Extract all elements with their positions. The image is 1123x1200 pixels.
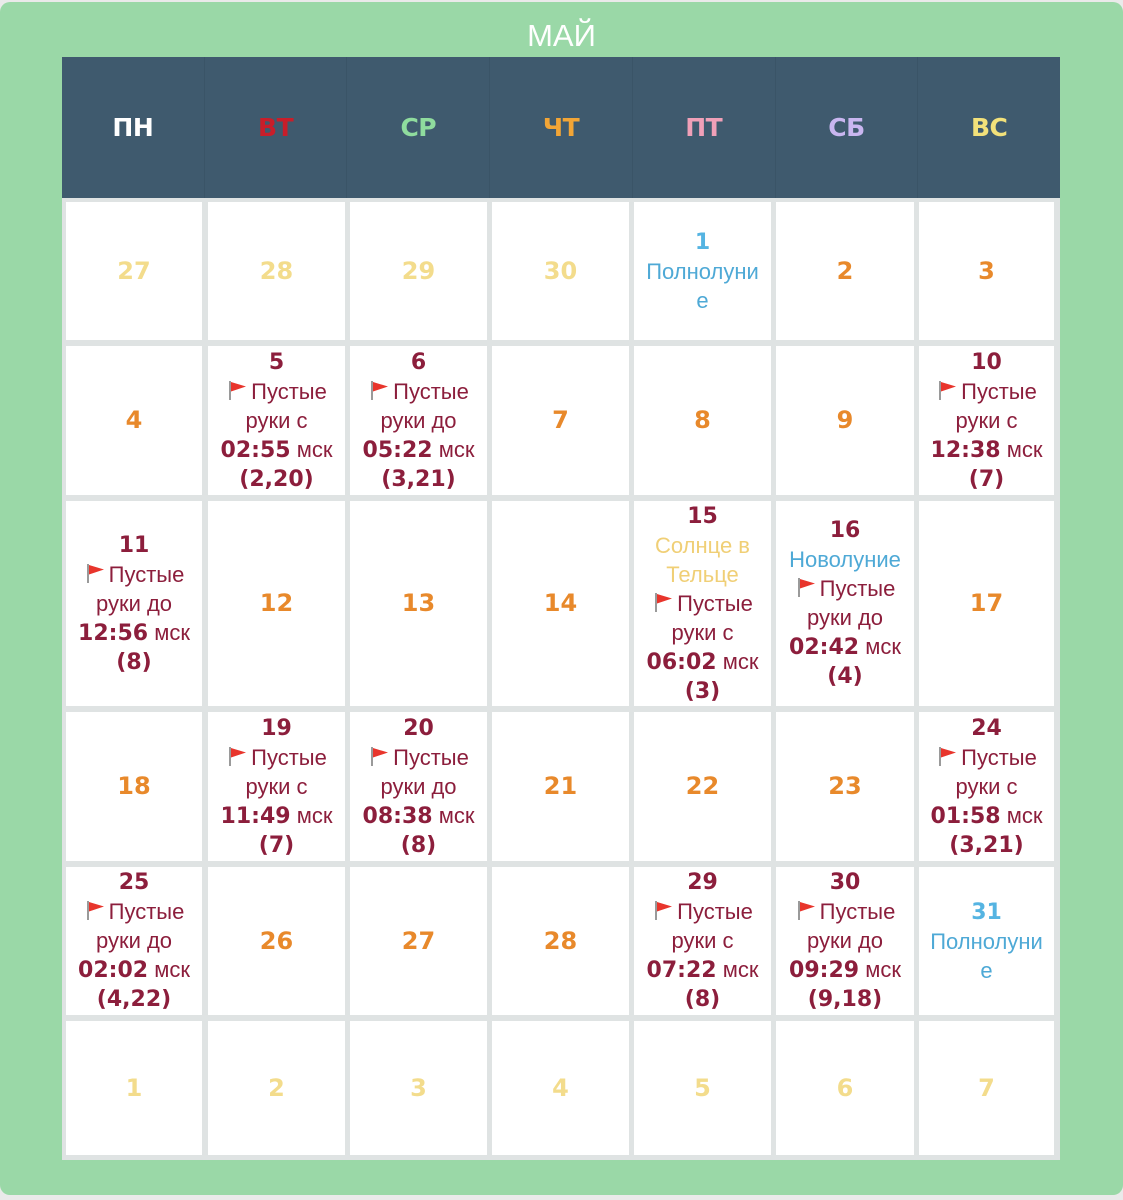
month-title: МАЙ [527, 18, 596, 53]
day-number: 12 [259, 589, 294, 617]
day-number: 25 [118, 870, 150, 895]
event-text: руки до [806, 605, 884, 630]
event-flag-line [84, 897, 185, 926]
event-time: 12:56 [78, 620, 149, 646]
day-cell[interactable] [350, 712, 487, 861]
event-time: 06:02 [646, 649, 717, 675]
day-number: 27 [117, 256, 151, 285]
event-time-line [221, 435, 333, 465]
event-time: 11:49 [220, 803, 291, 829]
day-number: 4 [552, 1073, 569, 1102]
day-cell[interactable] [634, 1021, 771, 1155]
event-flag-line [795, 897, 896, 926]
red-flag-icon [936, 379, 958, 401]
day-number: 4 [125, 406, 143, 434]
event-time-line [363, 435, 475, 465]
day-number: 31 [971, 899, 1002, 925]
event-numbers: (4) [827, 664, 863, 689]
event-label: Пустые [108, 561, 185, 587]
day-cell[interactable] [208, 202, 345, 340]
weekday-4: ЧТ [490, 57, 633, 198]
event-numbers: (8) [116, 649, 152, 675]
calendar-table [62, 57, 1060, 1160]
day-number: 11 [118, 532, 150, 558]
day-number: 14 [543, 589, 578, 617]
event-time-unit: мск [432, 802, 475, 828]
event-time: 02:02 [78, 958, 149, 983]
event-numbers: (7) [968, 466, 1005, 492]
day-number: 19 [261, 715, 292, 741]
day-cell[interactable] [634, 346, 771, 495]
day-cell[interactable] [492, 867, 629, 1015]
red-flag-icon [652, 591, 674, 613]
event-time-unit: мск [716, 648, 759, 674]
event-time-unit: мск [716, 957, 759, 982]
day-number: 26 [259, 926, 294, 955]
day-number: 1 [694, 229, 711, 255]
day-number: 5 [268, 349, 285, 375]
day-cell[interactable] [66, 346, 202, 495]
day-number: 28 [259, 256, 294, 285]
weekday-6: СБ [776, 57, 919, 198]
day-cell[interactable] [776, 346, 914, 495]
day-number: 21 [543, 772, 578, 800]
day-cell[interactable] [208, 501, 345, 706]
day-number: 7 [552, 406, 569, 434]
day-number: 16 [829, 518, 861, 543]
calendar-frame [0, 2, 1123, 1195]
day-number: 17 [969, 589, 1004, 617]
event-time: 01:58 [930, 803, 1001, 829]
day-number: 10 [971, 349, 1002, 375]
day-cell[interactable] [919, 867, 1054, 1015]
event-time: 05:22 [362, 437, 433, 463]
day-cell[interactable] [492, 501, 629, 706]
event-text: Новолуние [789, 547, 901, 572]
day-cell[interactable] [776, 202, 914, 340]
event-label: Пустые [819, 899, 896, 924]
day-number: 7 [978, 1073, 995, 1102]
event-time-line [363, 801, 475, 831]
day-number: 20 [403, 715, 434, 741]
event-numbers: (4,22) [96, 987, 172, 1012]
event-time-line [931, 435, 1043, 465]
event-numbers: (2,20) [239, 466, 314, 492]
event-numbers: (8) [684, 987, 721, 1012]
day-number: 22 [685, 772, 720, 800]
red-flag-icon [226, 745, 248, 767]
day-cell[interactable] [350, 202, 487, 340]
weekday-1: ПН [62, 57, 205, 198]
event-text: руки до [380, 773, 457, 799]
day-cell[interactable] [776, 501, 914, 706]
day-cell[interactable] [492, 202, 629, 340]
day-cell[interactable] [919, 346, 1054, 495]
event-numbers: (7) [258, 832, 295, 858]
event-time-unit: мск [859, 957, 901, 982]
event-flag-line [368, 377, 469, 406]
event-text: руки с [671, 928, 734, 953]
event-time-unit: мск [859, 634, 901, 659]
day-cell[interactable] [208, 867, 345, 1015]
event-text: руки с [955, 407, 1018, 433]
red-flag-icon [652, 899, 674, 921]
day-number: 15 [687, 503, 718, 529]
event-text: руки до [95, 590, 173, 616]
event-flag-line [652, 897, 753, 926]
day-number: 1 [125, 1073, 143, 1102]
red-flag-icon [368, 745, 390, 767]
event-text: руки с [245, 773, 308, 799]
event-label: Пустые [251, 378, 327, 404]
red-flag-icon [368, 379, 390, 401]
day-number: 18 [117, 772, 151, 800]
event-time-line [647, 647, 759, 677]
day-number: 13 [401, 589, 436, 617]
day-cell[interactable] [776, 867, 914, 1015]
day-number: 29 [687, 870, 718, 895]
event-text: Полнолуни [646, 258, 759, 284]
event-flag-line [84, 560, 185, 589]
day-cell[interactable] [919, 1021, 1054, 1155]
event-time-line [78, 618, 190, 648]
red-flag-icon [936, 745, 958, 767]
day-cell[interactable] [634, 867, 771, 1015]
event-text: е [980, 957, 993, 983]
day-cell[interactable] [66, 867, 202, 1015]
day-cell[interactable] [919, 712, 1054, 861]
event-time-line [647, 955, 759, 985]
event-time-unit: мск [432, 436, 475, 462]
day-number: 9 [836, 406, 854, 434]
event-numbers: (9,18) [807, 987, 883, 1012]
day-cell[interactable] [776, 712, 914, 861]
day-cell[interactable] [492, 712, 629, 861]
day-cell[interactable] [492, 1021, 629, 1155]
event-time-line [789, 632, 901, 662]
day-cell[interactable] [208, 1021, 345, 1155]
event-label: Пустые [677, 899, 753, 924]
day-number: 2 [268, 1073, 285, 1102]
event-flag-line [936, 377, 1037, 406]
day-cell[interactable] [350, 346, 487, 495]
weekday-5: ПТ [633, 57, 776, 198]
event-text: руки с [955, 773, 1018, 799]
day-cell[interactable] [634, 202, 771, 340]
day-number: 5 [694, 1073, 711, 1102]
weekday-2: ВТ [205, 57, 348, 198]
calendar-grid [62, 198, 1060, 1160]
red-flag-icon [84, 562, 106, 584]
day-number: 29 [401, 256, 436, 285]
event-time-line [931, 801, 1043, 831]
event-label: Пустые [393, 744, 469, 770]
event-time-unit: мск [290, 436, 333, 462]
red-flag-icon [84, 899, 106, 921]
day-cell[interactable] [350, 501, 487, 706]
day-number: 28 [543, 926, 578, 955]
day-number: 8 [694, 406, 711, 434]
day-number: 6 [836, 1073, 854, 1102]
day-number: 3 [410, 1073, 427, 1102]
day-cell[interactable] [208, 712, 345, 861]
event-time: 02:55 [220, 437, 291, 463]
event-numbers: (8) [400, 832, 437, 858]
day-cell[interactable] [634, 501, 771, 706]
day-cell[interactable] [919, 202, 1054, 340]
event-time: 02:42 [789, 635, 860, 660]
event-flag-line [652, 589, 753, 618]
red-flag-icon [795, 576, 817, 598]
event-flag-line [368, 743, 469, 772]
weekday-header [62, 57, 1060, 198]
event-time-unit: мск [148, 619, 190, 645]
day-number: 30 [543, 256, 578, 285]
event-time-unit: мск [1000, 802, 1043, 828]
event-numbers: (3) [684, 678, 721, 704]
day-cell[interactable] [66, 1021, 202, 1155]
event-time-line [78, 955, 190, 985]
event-time: 12:38 [930, 437, 1001, 463]
day-cell[interactable] [66, 712, 202, 861]
event-flag-line [226, 743, 327, 772]
event-text: е [696, 287, 709, 313]
event-flag-line [795, 574, 896, 603]
day-cell[interactable] [919, 501, 1054, 706]
weekday-7: ВС [970, 113, 1008, 142]
day-cell[interactable] [634, 712, 771, 861]
event-text: руки до [806, 928, 884, 953]
day-number: 6 [410, 349, 427, 375]
day-number: 27 [401, 926, 436, 955]
day-number: 23 [828, 772, 862, 800]
day-number: 3 [978, 256, 995, 285]
event-label: Пустые [961, 378, 1037, 404]
event-time-line [221, 801, 333, 831]
event-text: Полнолуни [930, 928, 1043, 954]
red-flag-icon [795, 899, 817, 921]
event-flag-line [226, 377, 327, 406]
day-number: 2 [836, 256, 854, 285]
event-time-unit: мск [1000, 436, 1043, 462]
weekday-3: СР [347, 57, 490, 198]
red-flag-icon [226, 379, 248, 401]
day-cell[interactable] [66, 501, 202, 706]
event-time: 09:29 [789, 958, 860, 983]
event-label: Пустые [961, 744, 1037, 770]
day-cell[interactable] [208, 346, 345, 495]
event-label: Пустые [393, 378, 469, 404]
event-label: Пустые [677, 590, 753, 616]
event-time-unit: мск [148, 957, 190, 982]
event-text: руки с [671, 619, 734, 645]
event-text: руки до [380, 407, 457, 433]
event-label: Пустые [251, 744, 327, 770]
day-cell[interactable] [350, 1021, 487, 1155]
event-numbers: (3,21) [381, 466, 456, 492]
day-number: 24 [971, 715, 1002, 741]
event-time: 08:38 [362, 803, 433, 829]
day-cell[interactable] [66, 202, 202, 340]
event-time-unit: мск [290, 802, 333, 828]
day-number: 30 [829, 870, 861, 895]
day-cell[interactable] [492, 346, 629, 495]
event-time-line [789, 955, 901, 985]
event-flag-line [936, 743, 1037, 772]
event-text: руки до [95, 928, 173, 953]
event-text: руки с [245, 407, 308, 433]
event-label: Пустые [108, 899, 185, 924]
event-label: Пустые [819, 576, 896, 601]
day-cell[interactable] [350, 867, 487, 1015]
event-text: Солнце в [654, 532, 750, 558]
event-text: Тельце [666, 561, 739, 587]
day-cell[interactable] [776, 1021, 914, 1155]
event-time: 07:22 [646, 958, 717, 983]
event-numbers: (3,21) [949, 832, 1024, 858]
